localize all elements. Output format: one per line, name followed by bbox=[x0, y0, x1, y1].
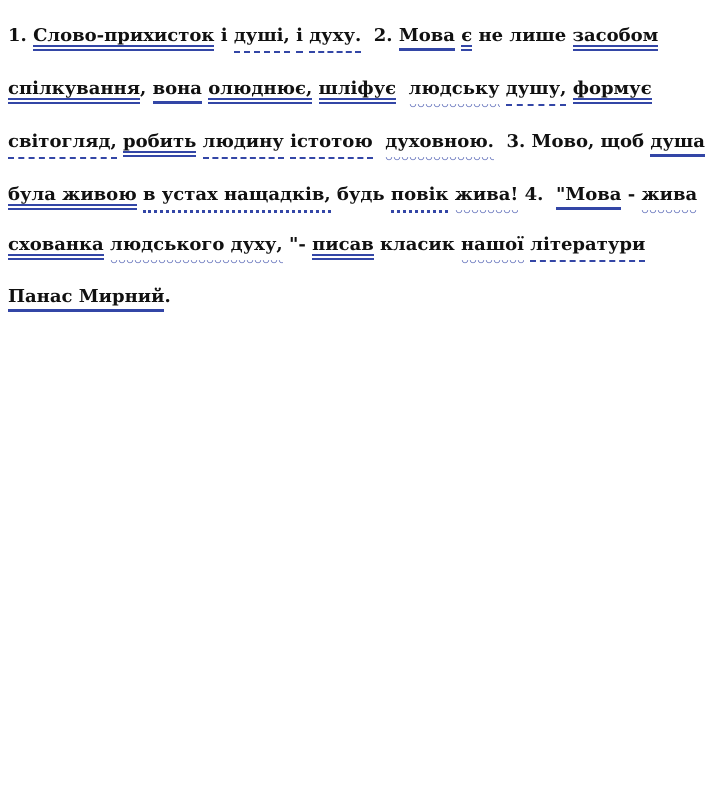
word-movo: Мово, bbox=[531, 131, 595, 152]
sentence-number-1: 1. bbox=[8, 25, 27, 46]
period-final: . bbox=[164, 286, 171, 307]
word-svitohliad: світогляд, bbox=[8, 131, 117, 152]
word-mova-2: "Мова bbox=[555, 184, 622, 205]
comma-1: , bbox=[140, 78, 147, 99]
word-literatury: літератури bbox=[530, 234, 646, 255]
word-skhovanka: схованка bbox=[8, 234, 104, 255]
word-shchob: щоб bbox=[600, 131, 645, 152]
sentence-number-4: 4. bbox=[524, 184, 544, 205]
text-line-3 bbox=[8, 130, 705, 160]
word-bud: будь bbox=[336, 184, 385, 205]
word-i-2: і bbox=[296, 25, 303, 46]
word-klasyk: класик bbox=[380, 234, 455, 255]
sentence-number-3: 3. bbox=[506, 131, 526, 152]
word-dash-1: - bbox=[627, 184, 636, 205]
word-ne-lyshe: не лише bbox=[478, 25, 567, 46]
word-zhyva-1: жива! bbox=[454, 184, 519, 205]
word-nashoi: нашої bbox=[460, 234, 525, 255]
word-mova-1: Мова bbox=[398, 25, 455, 46]
word-i-1: і bbox=[220, 25, 228, 46]
word-shlifuie: шліфує bbox=[318, 78, 397, 99]
word-dukhu: духу. bbox=[309, 25, 362, 46]
word-v-ustakh-nashchadkiv: в устах нащадків, bbox=[142, 184, 331, 205]
word-bula-zhyvoiu: була живою bbox=[8, 184, 137, 205]
word-dusha: душа bbox=[650, 131, 705, 152]
word-pysav: писав bbox=[312, 234, 374, 255]
text-line-1 bbox=[8, 24, 658, 54]
word-povik: повік bbox=[390, 184, 449, 205]
word-oliudniuie: олюднює, bbox=[208, 78, 313, 99]
sentence-number-2: 2. bbox=[373, 25, 393, 46]
word-dukhovnoiu: духовною. bbox=[385, 131, 494, 152]
text-line-6 bbox=[8, 285, 171, 315]
word-zhyva-2: жива bbox=[641, 184, 698, 205]
text-line-5 bbox=[8, 233, 645, 263]
word-istotoiu: істотою bbox=[290, 131, 373, 152]
word-robyt: робить bbox=[123, 131, 197, 152]
word-ye: є bbox=[461, 25, 473, 46]
word-liudsku: людську bbox=[408, 78, 500, 99]
word-quote-dash: "- bbox=[288, 234, 306, 255]
word-liudskoho-dukhu: людського духу, bbox=[110, 234, 283, 255]
word-formuie: формує bbox=[572, 78, 652, 99]
word-slovo-prykhystok: Слово-прихисток bbox=[33, 25, 215, 46]
word-dushu: душу, bbox=[505, 78, 567, 99]
word-zasobom: засобом bbox=[572, 25, 659, 46]
text-line-2 bbox=[8, 77, 652, 107]
text-line-4 bbox=[8, 183, 697, 213]
word-dushi: душі, bbox=[233, 25, 290, 46]
word-panas-myrnyi: Панас Мирний bbox=[8, 286, 165, 307]
word-spilkuvannia: спілкування bbox=[8, 78, 141, 99]
word-liudynu: людину bbox=[202, 131, 284, 152]
word-vona: вона bbox=[152, 78, 202, 99]
